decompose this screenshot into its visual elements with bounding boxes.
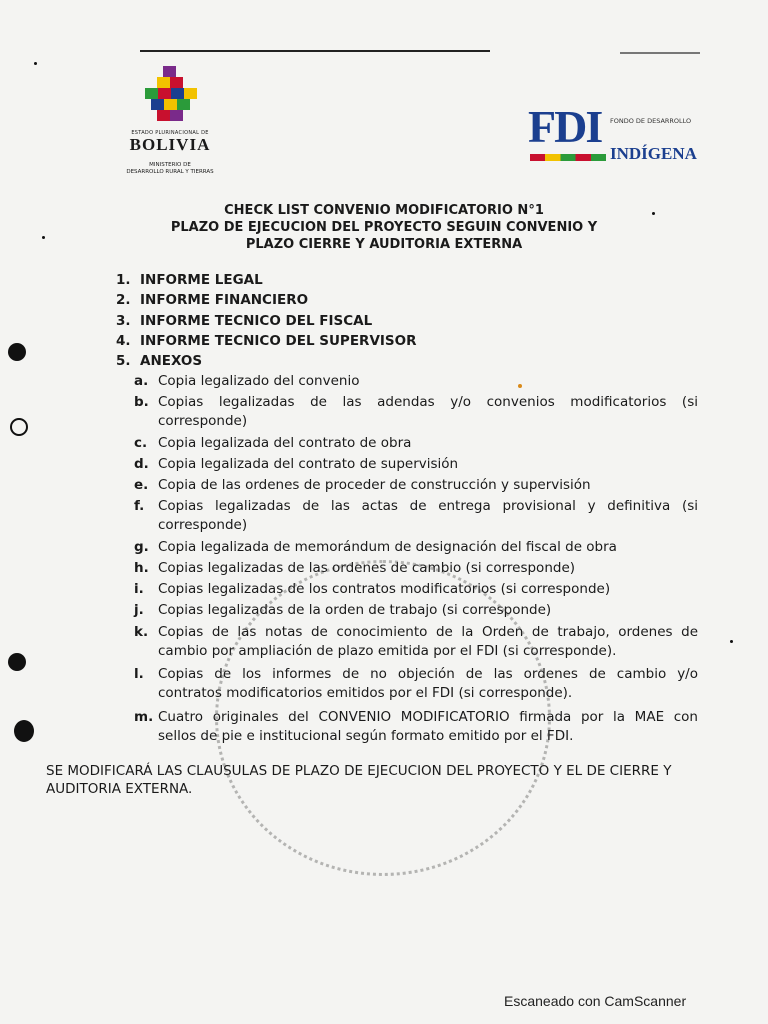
doc-title-line-3: PLAZO CIERRE Y AUDITORIA EXTERNA [245, 237, 523, 252]
speck [518, 384, 522, 388]
fdi-subtitle: FONDO DE DESARROLLO [610, 117, 692, 125]
anexo-item-h: h. Copias legalizadas de las ordenes de cambio (si corresponde) [134, 560, 576, 576]
anexo-item-c: c. Copia legalizada del contrato de obra [134, 435, 412, 451]
punch-hole [14, 720, 34, 742]
anexo-item-m: m. Cuatro originales del CONVENIO MODIFICATORIO firmada por la MAE con sellos de pie e institucional según formato emitido por el FDI. [134, 709, 698, 744]
list-item: 5. ANEXOS [116, 353, 203, 369]
anexo-item-b: b. Copias legalizadas de las adendas y/o convenios modificatorios (si corresponde) [134, 394, 698, 429]
punch-hole [8, 653, 26, 671]
anexo-item-i: i. Copias legalizadas de los contratos modificatorios (si corresponde) [134, 581, 611, 597]
anexo-item-a: a. Copia legalizado del convenio [134, 373, 360, 389]
camscanner-watermark: Escaneado con CamScanner [504, 993, 687, 1009]
anexo-item-g: g. Copia legalizada de memorándum de designación del fiscal de obra [134, 539, 617, 555]
speck [730, 640, 733, 643]
punch-hole-ring [10, 418, 28, 436]
fdi-logo [528, 101, 698, 164]
bolivia-emblem-icon [137, 64, 203, 128]
bolivia-caption: ESTADO PLURINACIONAL DE [131, 130, 209, 136]
list-item: 1. INFORME LEGAL [116, 272, 263, 288]
fdi-name: FDI [528, 101, 602, 152]
anexo-item-e: e. Copia de las ordenes de proceder de construcción y supervisión [134, 477, 591, 493]
anexo-item-k: k. Copias de las notas de conocimiento de la Orden de trabajo, ordenes de cambio por ampliación de plazo emitida por el FDI (si corresponde). [134, 624, 698, 659]
list-item: 4. INFORME TECNICO DEL SUPERVISOR [116, 333, 417, 349]
list-item: 2. INFORME FINANCIERO [116, 292, 309, 308]
list-item: 3. INFORME TECNICO DEL FISCAL [116, 313, 373, 329]
anexo-item-f: f. Copias legalizadas de las actas de entrega provisional y definitiva (si corresponde) [134, 498, 698, 533]
anexo-item-l: l. Copias de los informes de no objeción de las ordenes de cambio y/o contratos modificatorios emitidos por el FDI (si corresponde). [134, 666, 698, 701]
punch-hole [8, 343, 26, 361]
ministry-line-2: DESARROLLO RURAL Y TIERRAS [126, 169, 214, 175]
speck [34, 62, 37, 65]
speck [42, 236, 45, 239]
ministry-line-1: MINISTERIO DE [149, 162, 191, 168]
doc-title-line-2: PLAZO DE EJECUCION DEL PROYECTO SEGUIN CONVENIO Y [170, 220, 598, 235]
footer-line-1: SE MODIFICARÁ LAS CLAUSULAS DE PLAZO DE EJECUCION DEL PROYECTO Y EL DE CIERRE Y [46, 763, 672, 779]
top-rule-faint [620, 52, 700, 54]
faded-stamp [215, 560, 551, 876]
anexo-item-d: d. Copia legalizada del contrato de supervisión [134, 456, 459, 472]
speck [652, 212, 655, 215]
fdi-color-bar [530, 154, 606, 161]
footer-line-2: AUDITORIA EXTERNA. [46, 781, 193, 797]
bolivia-name: BOLIVIA [129, 135, 211, 154]
anexo-item-j: j. Copias legalizadas de la orden de trabajo (si corresponde) [134, 602, 552, 618]
doc-title-line-1: CHECK LIST CONVENIO MODIFICATORIO N°1 [224, 203, 544, 218]
fdi-indigena: INDÍGENA [610, 144, 697, 163]
bolivia-logo [100, 64, 240, 180]
top-rule [140, 50, 490, 52]
